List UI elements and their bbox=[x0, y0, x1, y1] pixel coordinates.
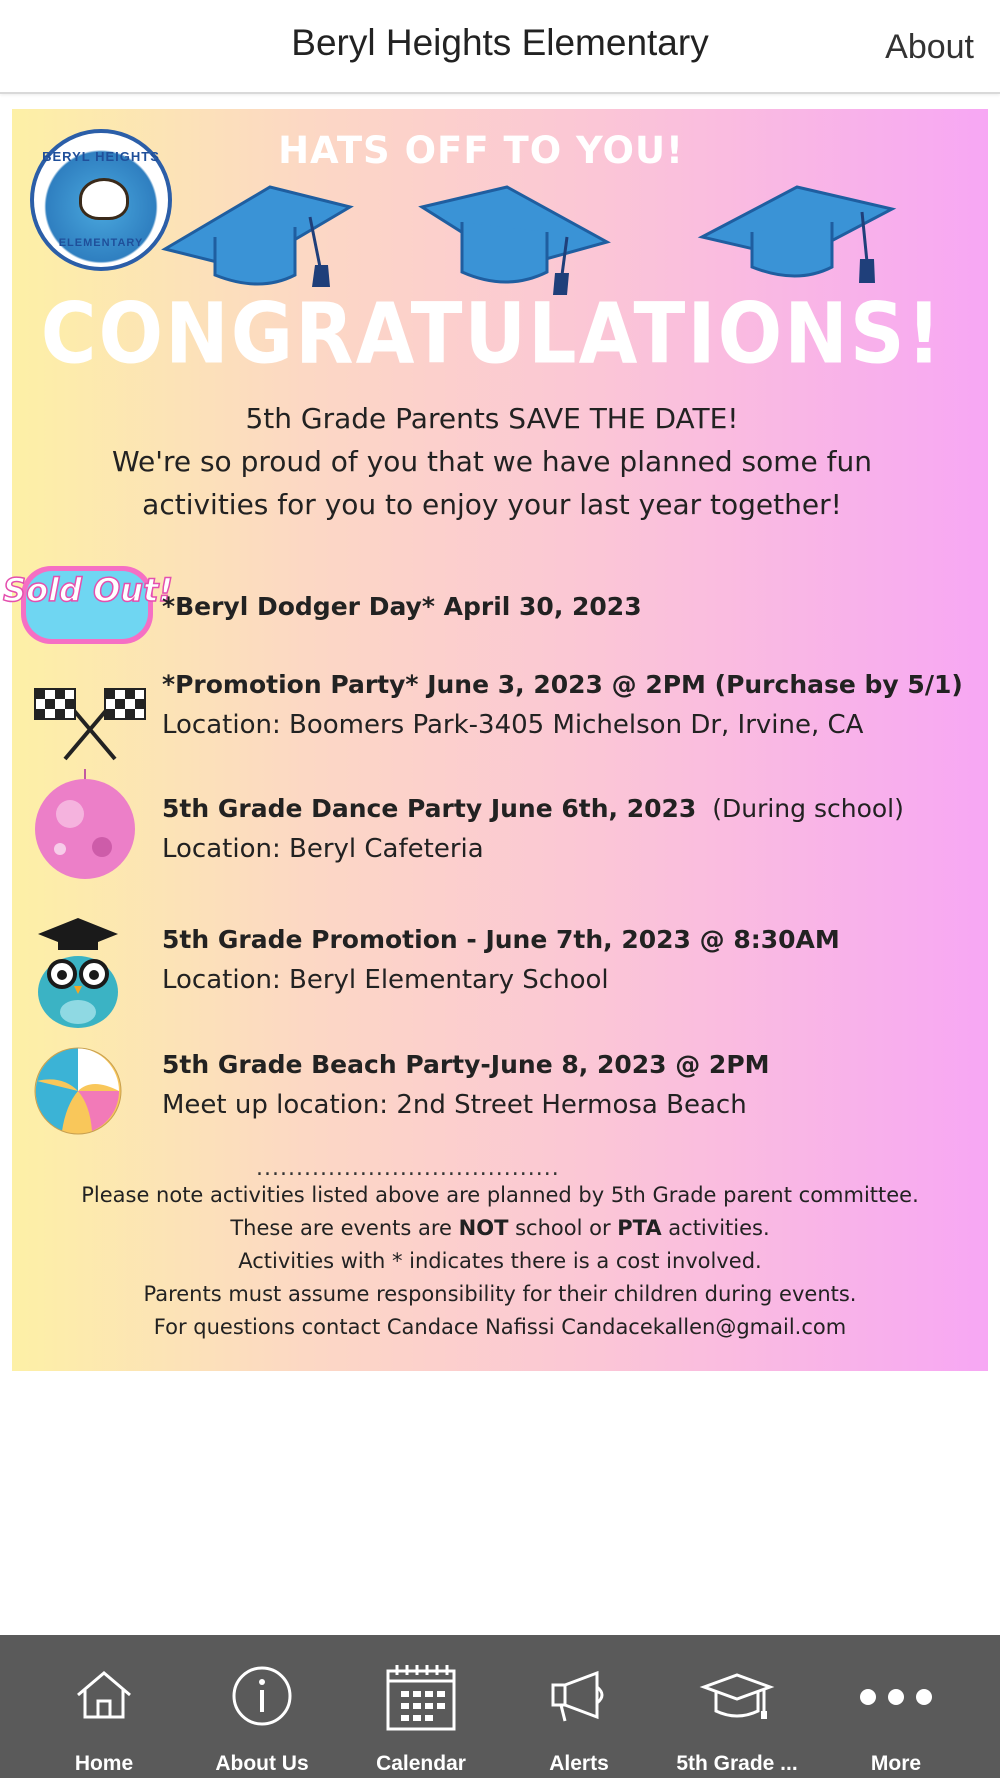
event-title: 5th Grade Dance Party June 6th, 2023 bbox=[162, 794, 697, 823]
event-note: (During school) bbox=[712, 794, 904, 823]
note-line: Please note activities listed above are planned by 5th Grade parent committee. bbox=[81, 1183, 919, 1207]
about-link[interactable]: About bbox=[885, 28, 974, 66]
disco-ball-icon bbox=[30, 769, 140, 879]
logo-text-top: BERYL HEIGHTS bbox=[42, 149, 160, 164]
event-item bbox=[162, 587, 642, 627]
tab-label: Alerts bbox=[549, 1752, 609, 1775]
event-item bbox=[162, 1045, 770, 1125]
event-flyer-image bbox=[3, 109, 988, 1371]
home-icon bbox=[74, 1669, 134, 1721]
page-title: Beryl Heights Elementary bbox=[291, 22, 709, 63]
tab-alerts[interactable] bbox=[500, 1635, 658, 1778]
intro-line: We're so proud of you that we have planned some fun bbox=[111, 445, 873, 478]
intro-line: activities for you to enjoy your last year together! bbox=[142, 488, 842, 521]
event-location: Meet up location: 2nd Street Hermosa Beach bbox=[162, 1090, 747, 1120]
tab-label: Calendar bbox=[376, 1752, 466, 1775]
note-line: Activities with * indicates there is a cost involved. bbox=[238, 1249, 762, 1273]
tab-more[interactable] bbox=[817, 1635, 975, 1778]
tab-home[interactable] bbox=[25, 1635, 183, 1778]
bottom-tab-bar bbox=[0, 1635, 1000, 1778]
event-title: 5th Grade Promotion - June 7th, 2023 @ 8:30AM bbox=[162, 925, 840, 954]
beach-ball-icon bbox=[32, 1045, 124, 1137]
tab-about-us[interactable] bbox=[183, 1635, 341, 1778]
checkered-flags-icon bbox=[30, 684, 150, 764]
info-icon bbox=[231, 1665, 293, 1727]
tab-5th-grade[interactable] bbox=[658, 1635, 816, 1778]
megaphone-icon bbox=[549, 1669, 609, 1725]
intro-line: 5th Grade Parents SAVE THE DATE! bbox=[245, 402, 739, 435]
note-line: These are events are NOT school or PTA activities. bbox=[230, 1216, 770, 1240]
app-header bbox=[0, 0, 1000, 94]
event-item bbox=[162, 789, 904, 869]
calendar-icon bbox=[385, 1663, 457, 1733]
event-title: *Promotion Party* June 3, 2023 @ 2PM (Purchase by 5/1) bbox=[162, 670, 963, 699]
intro-text bbox=[12, 397, 972, 526]
congratulations-heading: CONGRATULATIONS! bbox=[40, 284, 944, 383]
event-item bbox=[162, 665, 963, 745]
event-title: 5th Grade Beach Party-June 8, 2023 @ 2PM bbox=[162, 1050, 770, 1079]
sold-out-badge bbox=[3, 561, 173, 651]
event-item bbox=[162, 920, 840, 1000]
tab-label: Home bbox=[74, 1752, 134, 1775]
note-line: For questions contact Candace Nafissi Candacekallen@gmail.com bbox=[153, 1315, 847, 1339]
event-location: Location: Beryl Cafeteria bbox=[162, 834, 484, 864]
graduation-cap-icon bbox=[700, 1671, 774, 1723]
event-location: Location: Boomers Park-3405 Michelson Dr, Irvine, CA bbox=[162, 710, 864, 740]
hats-off-heading: HATS OFF TO YOU! bbox=[278, 129, 684, 172]
more-dots-icon bbox=[858, 1687, 934, 1707]
divider-dots: ...................................... bbox=[256, 1156, 560, 1181]
note-line: Parents must assume responsibility for their children during events. bbox=[143, 1282, 857, 1306]
tab-calendar[interactable] bbox=[342, 1635, 500, 1778]
tab-label: 5th Grade ... bbox=[676, 1752, 798, 1775]
graduation-cap-icon bbox=[417, 187, 617, 297]
mascot-icon bbox=[79, 178, 129, 220]
graduation-cap-icon bbox=[697, 187, 897, 297]
event-location: Location: Beryl Elementary School bbox=[162, 965, 609, 995]
tab-label: More bbox=[870, 1752, 922, 1775]
sold-out-text: Sold Out! bbox=[3, 571, 173, 609]
tab-label: About Us bbox=[215, 1752, 309, 1775]
owl-graduate-icon bbox=[32, 914, 124, 1029]
disclaimer-notes bbox=[12, 1179, 988, 1344]
graduation-cap-icon bbox=[160, 187, 360, 297]
logo-text-bottom: ELEMENTARY bbox=[58, 237, 144, 249]
event-title: *Beryl Dodger Day* April 30, 2023 bbox=[162, 592, 642, 621]
